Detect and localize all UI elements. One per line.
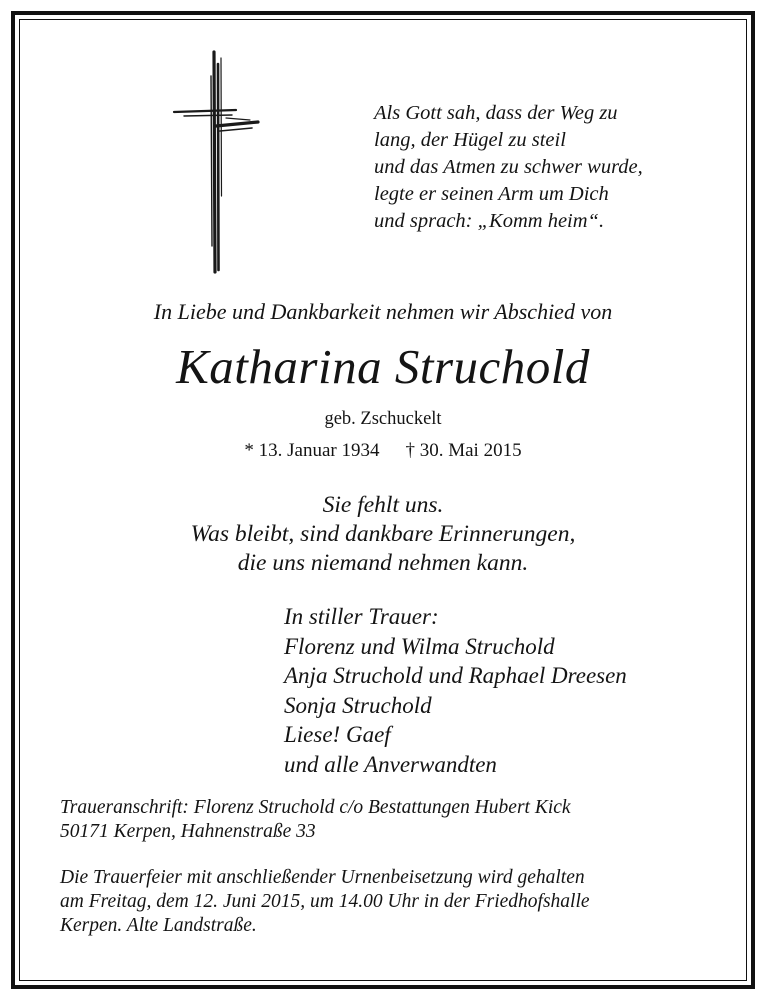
- ceremony-info: [60, 866, 590, 938]
- mourning-address: [60, 796, 571, 844]
- mourners-list: [284, 602, 627, 779]
- deceased-name: Katharina Struchold: [176, 339, 590, 394]
- ceremony-line: Die Trauerfeier mit anschließender Urnenbeisetzung wird gehalten: [60, 867, 585, 888]
- quote-line: die uns niemand nehmen kann.: [237, 550, 529, 576]
- quote-line: Sie fehlt uns.: [322, 492, 444, 518]
- address-line: Traueranschrift: Florenz Struchold c/o Bestattungen Hubert Kick: [60, 797, 571, 818]
- poem-line: lang, der Hügel zu steil: [374, 129, 566, 151]
- poem-line: und das Atmen zu schwer wurde,: [374, 156, 643, 178]
- birth-name: geb. Zschuckelt: [324, 409, 442, 429]
- poem-line: legte er seinen Arm um Dich: [374, 183, 609, 205]
- mourner-name: und alle Anverwandten: [284, 751, 497, 777]
- cross-icon: [170, 46, 262, 276]
- death-date: † 30. Mai 2015: [405, 440, 522, 461]
- poem: [374, 100, 734, 235]
- mourners-heading: In stiller Trauer:: [284, 604, 439, 629]
- quote: [0, 491, 766, 578]
- ceremony-line: Kerpen. Alte Landstraße.: [60, 915, 257, 936]
- birth-date: * 13. Januar 1934: [244, 440, 380, 461]
- quote-line: Was bleibt, sind dankbare Erinnerungen,: [190, 521, 576, 547]
- ceremony-line: am Freitag, dem 12. Juni 2015, um 14.00 Uhr in der Friedhofshalle: [60, 891, 590, 912]
- intro-line: In Liebe und Dankbarkeit nehmen wir Abschied von: [153, 299, 613, 324]
- poem-line: Als Gott sah, dass der Weg zu: [374, 102, 618, 124]
- mourner-name: Liese! Gaef: [284, 722, 391, 747]
- address-line: 50171 Kerpen, Hahnenstraße 33: [60, 821, 316, 842]
- poem-line: und sprach: „Komm heim“.: [374, 210, 605, 232]
- life-dates: [0, 440, 766, 462]
- mourner-name: Anja Struchold und Raphael Dreesen: [284, 663, 627, 688]
- mourner-name: Florenz und Wilma Struchold: [284, 633, 555, 659]
- mourner-name: Sonja Struchold: [284, 692, 432, 718]
